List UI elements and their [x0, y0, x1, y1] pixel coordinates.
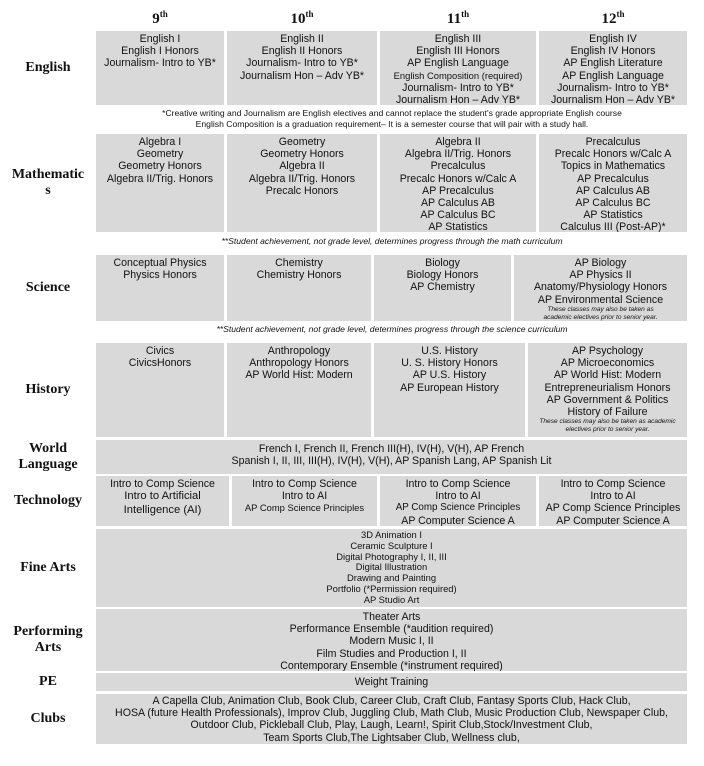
course: Civics [145, 345, 175, 357]
club-line: Outdoor Club, Pickleball Club, Play, Laugh, Learn!, Spirit Club,Stock/Investment Club, [190, 719, 593, 732]
course: English III [434, 33, 482, 45]
english-footnote: *Creative writing and Journalism are English electives and cannot replace the student's grade appropriate English course English Composition is a graduation requirement– It is a semester course that will pair with a study hall. [162, 108, 622, 129]
elective-note: These classes may also be taken as academic electives prior to senior year. [539, 418, 676, 434]
course: Conceptual Physics [113, 257, 207, 269]
grade-header-10: 10th [290, 9, 314, 27]
subject-pe: PE [39, 674, 57, 689]
math-grade-9-cell [96, 134, 224, 232]
science-grade-10-cell [227, 255, 371, 321]
course: AP Government & Politics [546, 393, 669, 406]
course: 3D Animation I [361, 529, 422, 540]
course: AP Statistics [583, 209, 643, 222]
course: Drawing and Painting [346, 572, 437, 584]
history-grade-9-cell [96, 343, 224, 437]
course: AP Computer Science A [401, 514, 515, 526]
course: AP Chemistry [410, 281, 475, 294]
course: U. S. History Honors [401, 357, 498, 370]
fine-arts-cell [96, 529, 687, 607]
technology-grade-11-cell [380, 476, 536, 526]
grade-header-12: 12th [601, 9, 625, 27]
course: English IV Honors [570, 45, 656, 58]
grade-header-11: 11th [446, 9, 470, 27]
course: Ceramic Sculpture I [350, 539, 433, 551]
course: AP Calculus BC [420, 209, 496, 222]
course: Precalculus [430, 160, 486, 173]
course: Intelligence (AI) [123, 504, 202, 517]
course: Contemporary Ensemble (*instrument required) [280, 659, 503, 671]
subject-mathematics: Mathematic s [11, 167, 85, 198]
course: Anthropology Honors [249, 357, 349, 370]
course: CivicsHonors [128, 357, 192, 370]
elective-note: These classes may also be taken as academic electives prior to senior year. [543, 305, 658, 321]
course: Intro to Artificial [124, 490, 201, 503]
course: Precalculus [585, 136, 641, 148]
course: History of Failure [567, 406, 648, 419]
course: Journalism- Intro to YB* [104, 57, 216, 70]
course: Geometry Honors [260, 148, 344, 161]
course: Chemistry [275, 257, 323, 269]
course: Algebra II/Trig. Honors [248, 172, 356, 185]
course: Geometry [278, 136, 326, 148]
science-grade-9-cell [96, 255, 224, 321]
course: English II Honors [261, 45, 343, 58]
technology-grade-10-cell [232, 476, 377, 526]
course: AP Computer Science A [556, 514, 670, 526]
course: Intro to Comp Science [560, 478, 666, 490]
course: AP World Hist: Modern [245, 369, 353, 382]
course: AP Psychology [571, 345, 644, 357]
subject-english: English [25, 60, 71, 75]
course: AP Biology [574, 257, 627, 269]
course: AP Precalculus [577, 172, 649, 185]
course: Intro to Comp Science [252, 478, 357, 490]
course: Algebra II [279, 160, 325, 173]
math-footnote: **Student achievement, not grade level, determines progress through the math curriculum [221, 236, 563, 246]
subject-history: History [25, 382, 71, 397]
course: Performance Ensemble (*audition required) [289, 623, 494, 636]
course: Precalc Honors [265, 184, 339, 197]
science-grade-12-cell [514, 255, 687, 321]
course-line: French I, French II, French III(H), IV(H), V(H), AP French [258, 443, 525, 455]
course: Anthropology [267, 345, 331, 357]
course: AP Environmental Science [537, 293, 664, 306]
course: Journalism Hon – Adv YB* [395, 94, 521, 105]
course: Journalism Hon – Adv YB* [239, 69, 365, 82]
performing-arts-cell [96, 609, 687, 671]
course: Intro to Comp Science [405, 478, 511, 490]
english-grade-10-cell [227, 31, 377, 105]
course: AP Calculus AB [575, 184, 650, 197]
course: Intro to AI [281, 490, 328, 503]
club-line: Team Sports Club,The Lightsaber Club, Wellness club, [263, 731, 520, 744]
course: Portfolio (*Permission required) [326, 582, 457, 594]
history-grade-12-cell [528, 343, 687, 437]
course: Anatomy/Physiology Honors [533, 281, 668, 294]
history-grade-10-cell [227, 343, 371, 437]
course: English I [139, 33, 181, 45]
history-grade-11-cell [374, 343, 525, 437]
course: AP Calculus BC [575, 197, 651, 210]
course: Biology [425, 257, 460, 269]
subject-performing-arts: Performing Arts [13, 624, 83, 655]
math-grade-12-cell [539, 134, 687, 232]
subject-clubs: Clubs [30, 711, 66, 726]
course: AP Comp Science Principles [545, 502, 681, 515]
course: AP English Language [407, 57, 509, 70]
course: English Composition (required) [393, 69, 523, 81]
course: AP Studio Art [363, 593, 420, 605]
course: AP Microeconomics [560, 357, 655, 370]
course: Algebra II [435, 136, 481, 148]
course: AP Comp Science Principles [395, 502, 521, 514]
course: Calculus III (Post-AP)* [560, 221, 666, 232]
course: U.S. History [421, 345, 478, 357]
world-language-cell [96, 440, 687, 474]
course: AP U.S. History [412, 369, 487, 382]
course: Entrepreneurialism Honors [544, 381, 671, 394]
course: Journalism- Intro to YB* [402, 81, 514, 94]
subject-world-language: World Language [18, 441, 78, 472]
course: AP English Language [562, 69, 664, 82]
math-grade-11-cell [380, 134, 536, 232]
course: Geometry Honors [118, 160, 202, 173]
course: Digital Illustration [355, 561, 428, 573]
english-grade-11-cell [380, 31, 536, 105]
course: AP Statistics [428, 221, 488, 232]
course: Algebra II/Trig. Honors [106, 172, 214, 185]
course: Modern Music I, II [349, 635, 434, 648]
course: Physics Honors [123, 269, 197, 282]
course: AP Precalculus [422, 184, 494, 197]
course-line: Spanish I, II, III, III(H), IV(H), V(H), AP Spanish Lang, AP Spanish Lit [231, 455, 552, 468]
course: Topics in Mathematics [560, 160, 666, 173]
clubs-cell [96, 694, 687, 744]
pe-cell [96, 673, 687, 691]
course: Journalism- Intro to YB* [557, 81, 669, 94]
grade-header-9: 9th [152, 9, 168, 27]
course: Algebra I [138, 136, 182, 148]
course: AP European History [400, 381, 499, 394]
course: Journalism- Intro to YB* [246, 57, 358, 70]
technology-grade-9-cell [96, 476, 229, 526]
course: Geometry [136, 148, 184, 161]
course: AP English Literature [563, 57, 663, 70]
course: AP Comp Science Principles [244, 502, 365, 514]
course: Journalism Hon – Adv YB* [550, 94, 676, 105]
course: English I Honors [121, 45, 199, 58]
course: AP Calculus AB [420, 197, 495, 210]
course: Intro to AI [435, 490, 481, 503]
course: Precalc Honors w/Calc A [554, 148, 672, 161]
technology-grade-12-cell [539, 476, 687, 526]
course: Intro to AI [590, 490, 636, 503]
course: Weight Training [354, 676, 429, 688]
subject-technology: Technology [14, 493, 82, 508]
club-line: HOSA (future Health Professionals), Improv Club, Juggling Club, Math Club, Music Production Club, Newspaper Club, [115, 707, 668, 720]
course: English IV [589, 33, 637, 45]
club-line: A Capella Club, Animation Club, Book Club, Career Club, Craft Club, Fantasy Sports Club, Hack Club, [152, 695, 631, 707]
course: Algebra II/Trig. Honors [404, 148, 512, 161]
course: English II [280, 33, 324, 45]
science-footnote: **Student achievement, not grade level, determines progress through the science curriculum [216, 324, 568, 334]
course: Theater Arts [362, 611, 421, 623]
course: Biology Honors [406, 269, 479, 282]
course: Intro to Comp Science [110, 478, 215, 490]
course: English III Honors [416, 45, 500, 58]
math-grade-10-cell [227, 134, 377, 232]
course: AP Physics II [569, 269, 632, 282]
course: Film Studies and Production I, II [316, 647, 467, 660]
course: Precalc Honors w/Calc A [399, 172, 517, 185]
science-grade-11-cell [374, 255, 511, 321]
subject-fine-arts: Fine Arts [20, 560, 76, 575]
english-grade-9-cell [96, 31, 224, 105]
course: Chemistry Honors [256, 269, 342, 282]
course: Digital Photography I, II, III [336, 550, 447, 562]
english-grade-12-cell [539, 31, 687, 105]
subject-science: Science [25, 280, 71, 295]
course: AP World Hist: Modern [553, 369, 662, 382]
